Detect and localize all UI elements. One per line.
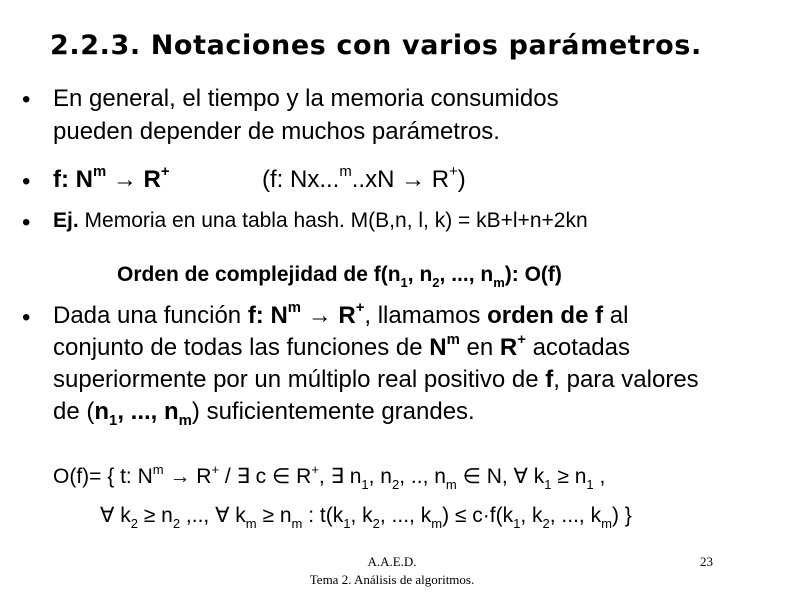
bullet-3-example: Ej. Memoria en una tabla hash. M(B,n, l, k) = kB+l+n+2kn: [53, 209, 588, 232]
bullet-4-line-3: superiormente por un múltiplo real positivo de f, para valores: [53, 366, 699, 393]
page-number: 23: [700, 554, 713, 569]
footer-topic: Tema 2. Análisis de algoritmos.: [309, 572, 475, 587]
bullet-2-alt-definition: (f: Nx...$^m$..xN → R+): [262, 164, 466, 193]
bullet-1-line-1: En general, el tiempo y la memoria consumidos: [53, 85, 559, 112]
of-definition-line-1: O(f)= { t: $N^m \to R^+$ / ∃ c ∈ R+, ∃ $n_1$, $n_2$, .., $n_m$ ∈ N, ∀ $k_1 \ge n_1$ ,: [53, 462, 606, 492]
bullet-2-definition: f: $N^m \to R^+$: [53, 164, 170, 193]
bullet-marker: •: [22, 304, 31, 331]
bullet-4-line-4: de ($n_1$, ..., $n_m$) suficientemente grandes.: [53, 398, 475, 429]
bullet-4-line-1: Dada una función f: $N^m \to R^+$, llamamos orden de f al: [53, 300, 629, 329]
bullet-marker: •: [22, 168, 31, 195]
section-heading: Orden de complejidad de $f(n_1$, $n_2$, ..., $n_m$): O(f): [117, 263, 562, 290]
bullet-marker: •: [22, 209, 31, 236]
bullet-1-line-2: pueden depender de muchos parámetros.: [53, 118, 500, 145]
bullet-marker: •: [22, 86, 31, 113]
footer-course: A.A.E.D.: [367, 554, 417, 569]
bullet-4-line-2: conjunto de todas las funciones de $N^m$ en R+ acotadas: [53, 332, 630, 361]
of-definition-line-2: ∀ $k_2 \ge n_2$ ,.., ∀ $k_m \ge n_m$ : $t(k_1$, $k_2$, ..., $k_m) \le c\cdot f(k_1$, $k_2$, ..., $k_m$) }: [100, 504, 632, 531]
slide-title: 2.2.3. Notaciones con varios parámetros.: [50, 30, 702, 61]
